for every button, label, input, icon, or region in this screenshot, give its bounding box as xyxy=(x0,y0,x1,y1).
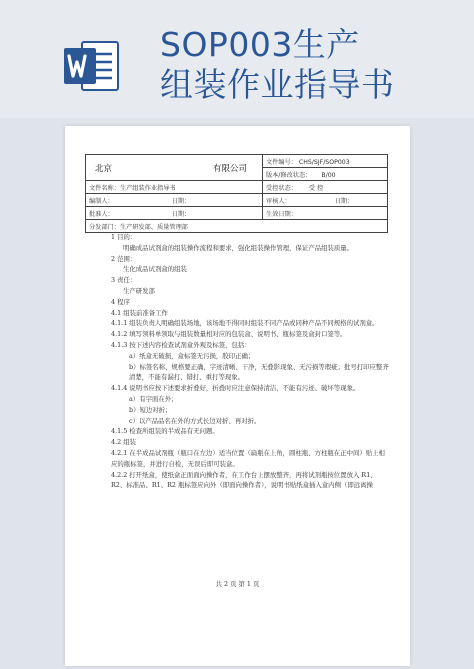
section-4-1-3-b: b）标签名称、规格要正确，字迹清晰、干净，无叠影现象、无污损等瑕疵；批号打印应整齐清楚，不能有漏打、错打、重打等现象。 xyxy=(129,362,389,382)
distribution-cell xyxy=(86,220,388,233)
document-page xyxy=(65,126,410,666)
prepared-by-cell xyxy=(86,194,263,207)
prepared-date-label: 日期： xyxy=(171,197,191,205)
file-name-value: 生产组装作业指导书 xyxy=(119,184,176,192)
section-3-text: 生产研发部 xyxy=(123,286,155,295)
company-name-cell xyxy=(86,155,263,181)
controlled-status-value: 受 控 xyxy=(308,184,324,192)
section-1-title: 1 目的： xyxy=(111,233,137,241)
section-2-text: 生化成品试剂盒的组装 xyxy=(123,265,187,274)
section-1-text: 明确成品试剂盒的组装操作流程和要求，强化组装操作管理，保证产品组装质量。 xyxy=(123,243,354,252)
doc-number-value: CHS/SJF/SOP003 xyxy=(298,158,350,166)
document-body xyxy=(111,232,391,491)
section-4-1-3-a: a）纸盒无破损，盒标签无污损，胶印正确； xyxy=(129,351,255,360)
section-4-2-1: 4.2.1 在半成品试剂瓶（瓶口在左边）适当位置（扁瓶在上角，圆柱瓶、方柱瓶在正中间）贴上相应的瓶标签，并进行自检，无误后即可装盒。 xyxy=(111,448,385,468)
company-name: 有限公司 xyxy=(213,163,248,174)
page-title-line-2: 组装作业指导书 xyxy=(160,65,395,104)
prepared-by-label: 编制人： xyxy=(89,197,114,205)
version-label: 版本/修改状态： xyxy=(266,171,312,179)
section-4-1-4-b: b）短边对折； xyxy=(129,405,172,414)
effective-date-label: 生效日期： xyxy=(266,210,297,218)
controlled-status-cell xyxy=(263,181,388,194)
file-name-cell xyxy=(86,181,263,194)
section-4-1-1: 4.1.1 组装负责人明确组装场地，该场地不得同时组装不同产品或同种产品不同规格的试剂盒。 xyxy=(111,319,379,328)
section-4-2-2: 4.2.2 打开纸盒，使纸盒正面面向操作者，在工作台上摆放整齐，再将试剂瓶按位置放入 R1、R2、标准品、R1、R2 瓶标签应向外（即面向操作者），说明书贴纸盒插入盒内侧（即远离操 xyxy=(111,470,377,490)
word-document-icon xyxy=(62,36,122,96)
section-4-1-4: 4.1.4 说明书应按下述要求折叠好，折叠时应注意保持清洁，不能有污迹、破坏等现象。 xyxy=(111,384,360,393)
section-4-1-4-a: a）有字面在外； xyxy=(129,394,178,403)
distribution-value: 生产研发部、质量管理部 xyxy=(119,223,188,231)
file-name-label: 文件名称： xyxy=(89,184,120,192)
section-4-2: 4.2 组装 xyxy=(111,438,136,447)
approved-date-label: 日期： xyxy=(171,210,191,218)
reviewed-by-cell xyxy=(263,194,388,207)
version-value: B/00 xyxy=(321,171,336,179)
page-number-footer: 共 2 页 第 1 页 xyxy=(215,580,260,588)
document-control-table xyxy=(85,154,388,233)
section-4-1-2: 4.1.2 填写领料单领取与组装数量相对应的包装盒、说明书、瓶标签及盒封口签等。 xyxy=(111,330,347,339)
distribution-label: 分发部门： xyxy=(89,223,120,231)
section-4-1-4-c: c）以产品品名在外的方式长边对折、再对折。 xyxy=(129,416,261,425)
page-title-line-1: SOP003生产 xyxy=(160,25,360,64)
reviewed-date-label: 日期： xyxy=(334,197,354,205)
reviewed-by-label: 审核人： xyxy=(266,197,291,205)
section-4-1-5: 4.1.5 检查所组装的半成品有无问题。 xyxy=(111,427,219,436)
doc-number-cell xyxy=(263,155,388,168)
doc-number-label: 文件编号： xyxy=(266,158,297,166)
document-header xyxy=(0,0,474,118)
version-cell xyxy=(263,168,388,181)
section-4-title: 4 程序 xyxy=(111,297,130,306)
controlled-status-label: 受控状态： xyxy=(266,184,297,192)
section-4-1-3: 4.1.3 按下述内容检查试剂盒外观及标签，包括： xyxy=(111,340,251,349)
section-4-1: 4.1 组装前准备工作 xyxy=(111,308,168,317)
section-2-title: 2 范围： xyxy=(111,254,137,263)
approved-by-label: 批准人： xyxy=(89,210,114,218)
effective-date-cell xyxy=(263,207,388,220)
company-city: 北京 xyxy=(95,163,113,174)
approved-by-cell xyxy=(86,207,263,220)
section-3-title: 3 责任： xyxy=(111,276,137,285)
